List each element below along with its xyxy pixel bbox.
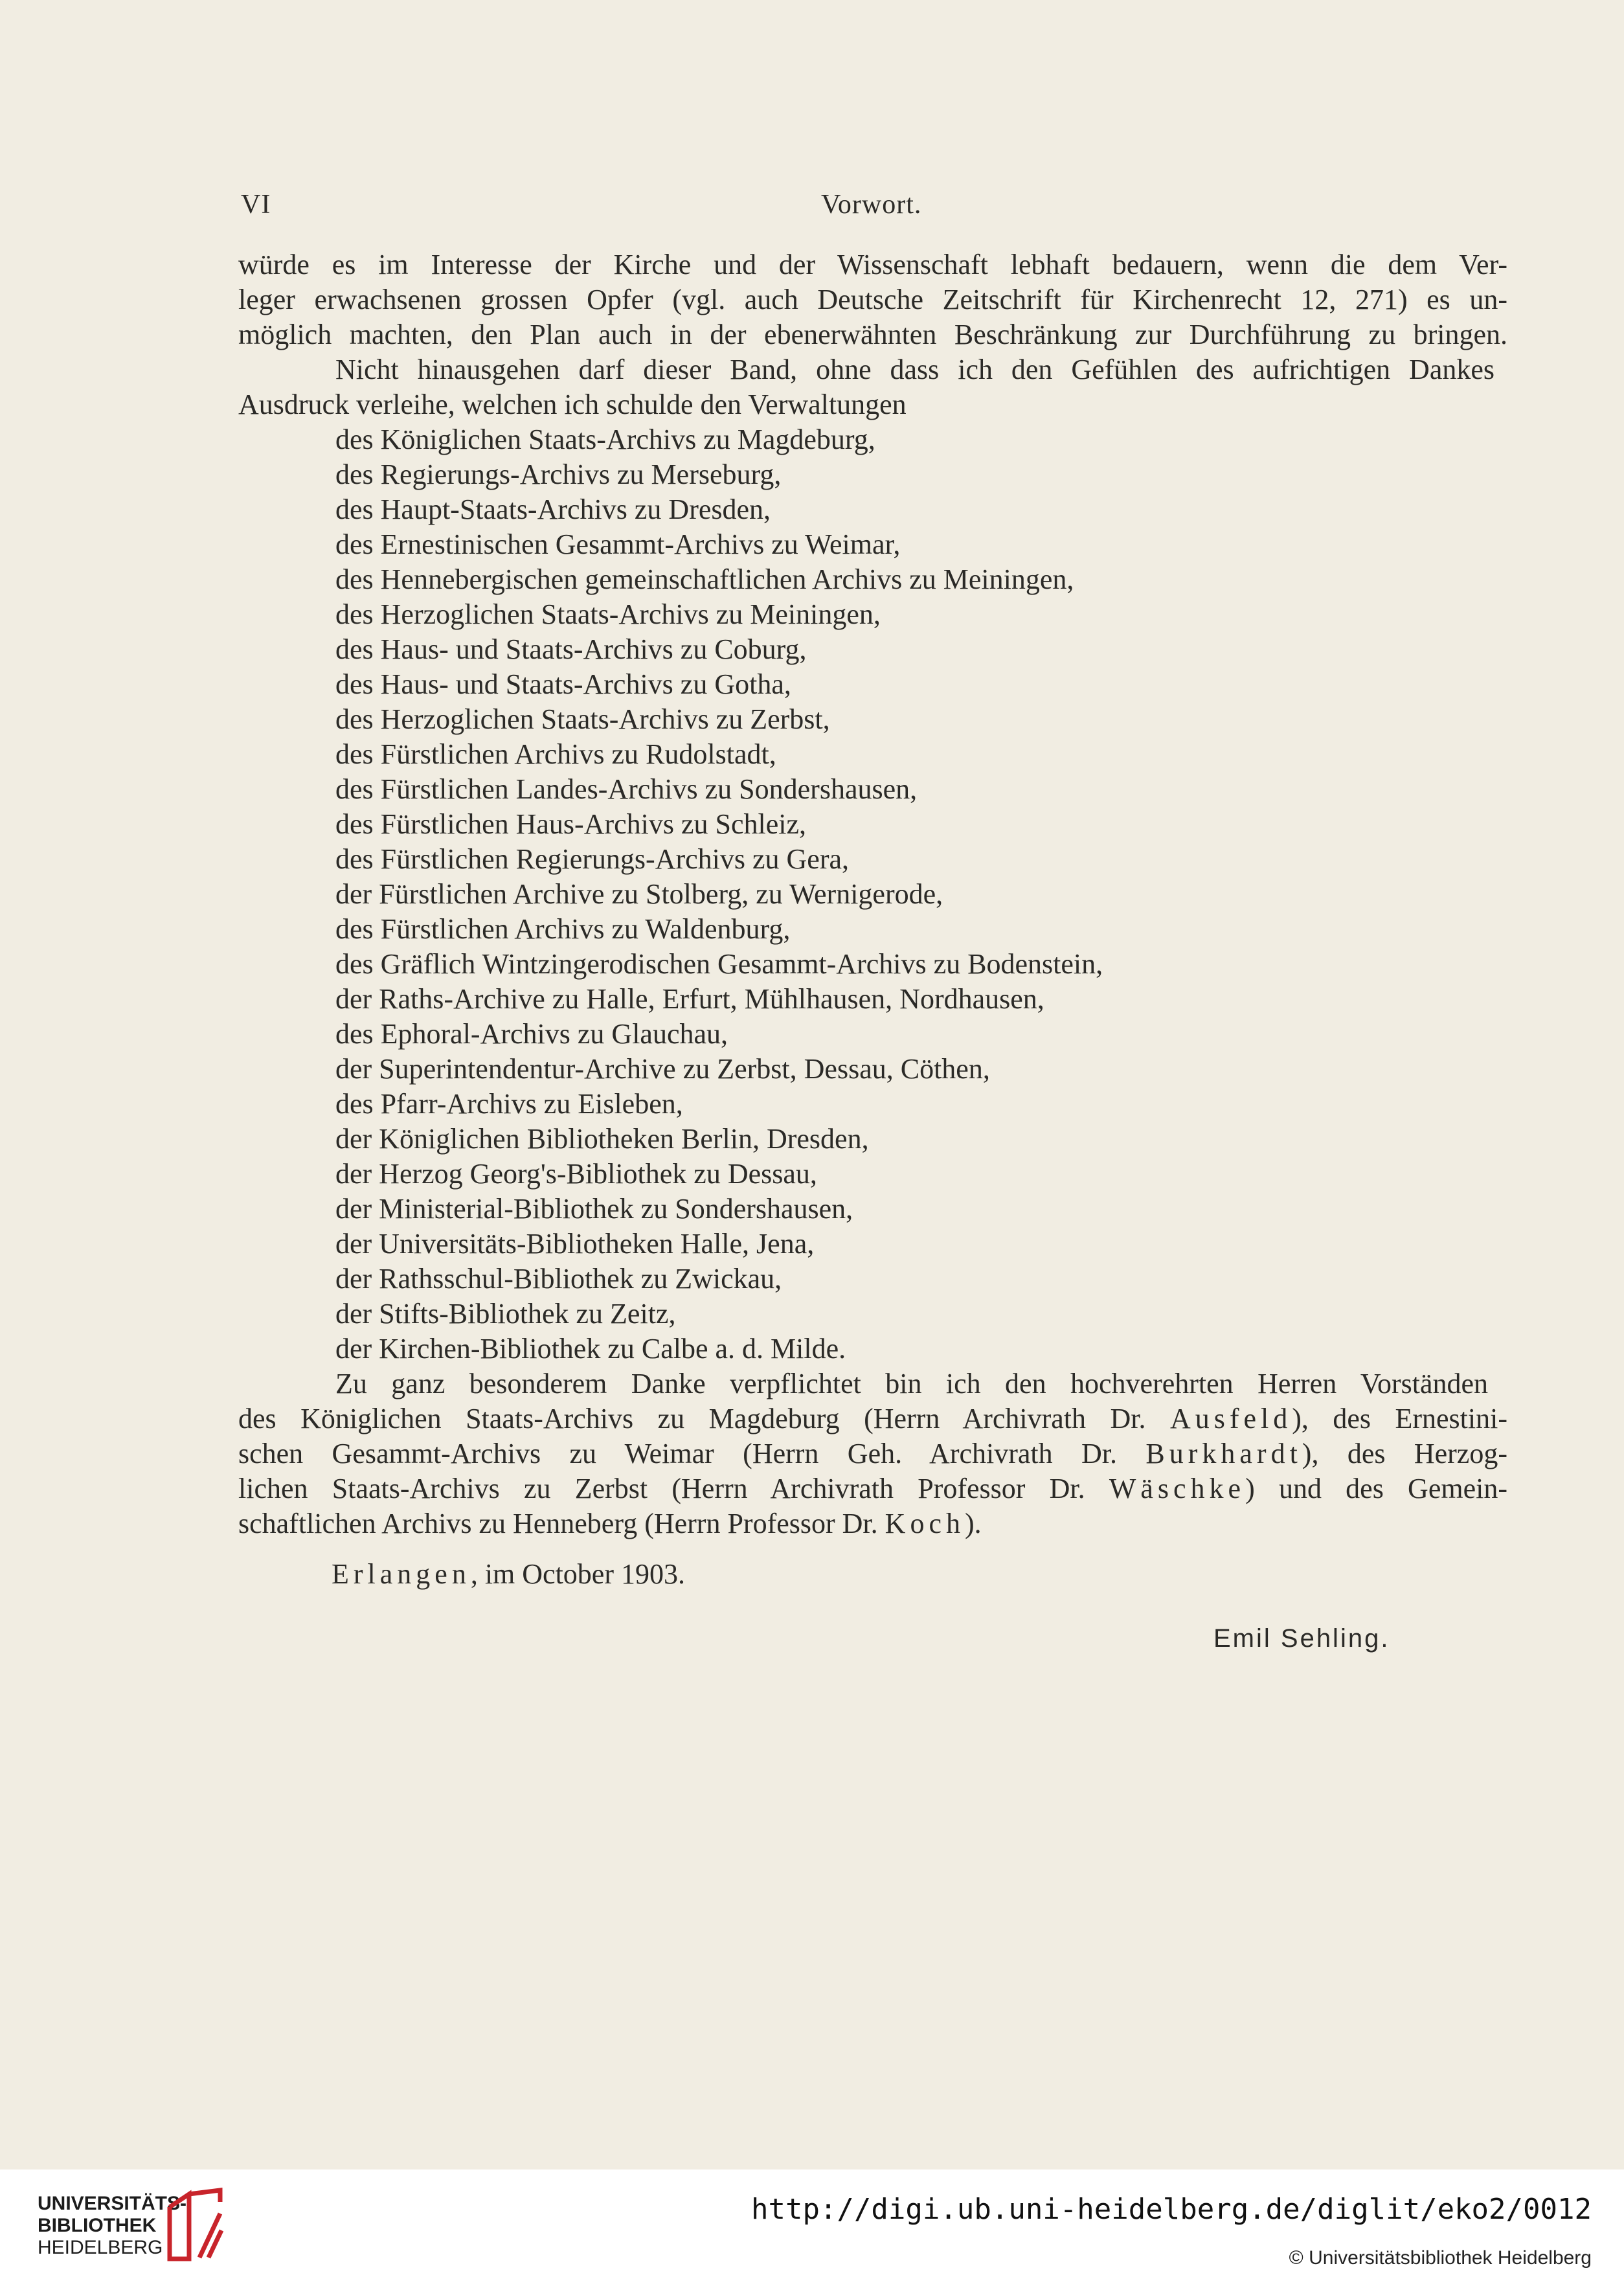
text-span: ). xyxy=(964,1508,982,1539)
list-item: der Herzog Georg's-Bibliothek zu Dessau, xyxy=(335,1158,817,1190)
list-item: der Raths-Archive zu Halle, Erfurt, Mühlhausen, Nordhausen, xyxy=(335,983,1044,1015)
list-item: des Fürstlichen Regierungs-Archivs zu Gera, xyxy=(335,843,850,875)
text-span: ), des Herzog- xyxy=(1302,1438,1507,1469)
list-item: des Pfarr-Archivs zu Eisleben, xyxy=(335,1088,683,1120)
list-item: der Königlichen Bibliotheken Berlin, Dresden, xyxy=(335,1123,869,1155)
library-name-line: BIBLIOTHEK xyxy=(38,2215,157,2236)
permalink-url[interactable]: http://digi.ub.uni-heidelberg.de/diglit/eko2/0012 xyxy=(750,2193,1592,2226)
list-item: der Rathsschul-Bibliothek zu Zwickau, xyxy=(335,1263,782,1295)
list-item: des Haupt-Staats-Archivs zu Dresden, xyxy=(335,493,771,525)
library-name-line: HEIDELBERG xyxy=(38,2237,163,2258)
text-line xyxy=(238,1436,1507,1471)
text-span: ), des Ernestini- xyxy=(1292,1403,1507,1434)
spaced-name: Wäschke xyxy=(1109,1473,1246,1504)
list-item: des Hennebergischen gemeinschaftlichen Archivs zu Meiningen, xyxy=(335,563,1074,595)
list-item: des Ephoral-Archivs zu Glauchau, xyxy=(335,1018,728,1050)
place-date-line xyxy=(332,1557,685,1591)
text-line: möglich machten, den Plan auch in der ebenerwähnten Beschränkung zur Durchführung zu bringen. xyxy=(238,319,1507,350)
list-item: der Fürstlichen Archive zu Stolberg, zu Wernigerode, xyxy=(335,878,943,910)
list-item: des Fürstlichen Archivs zu Waldenburg, xyxy=(335,913,791,945)
list-item: der Ministerial-Bibliothek zu Sondershausen, xyxy=(335,1193,853,1225)
date-text: , im October 1903. xyxy=(470,1558,685,1590)
list-item: des Haus- und Staats-Archivs zu Coburg, xyxy=(335,633,807,665)
text-line: würde es im Interesse der Kirche und der Wissenschaft lebhaft bedauern, wenn die dem Ver- xyxy=(238,249,1507,280)
list-item: des Ernestinischen Gesammt-Archivs zu Weimar, xyxy=(335,528,901,560)
text-line xyxy=(238,1471,1507,1506)
text-span: lichen Staats-Archivs zu Zerbst (Herrn Archivrath Professor Dr. xyxy=(238,1473,1109,1504)
footer-bar xyxy=(0,2169,1624,2288)
list-item: der Universitäts-Bibliotheken Halle, Jena, xyxy=(335,1228,815,1260)
copyright-notice: © Universitätsbibliothek Heidelberg xyxy=(1289,2247,1592,2269)
spaced-name: Burkhardt xyxy=(1145,1438,1302,1469)
list-item: des Fürstlichen Landes-Archivs zu Sondershausen, xyxy=(335,773,918,805)
spaced-name: Koch xyxy=(885,1508,965,1539)
text-line: Zu ganz besonderem Danke verpflichtet bin ich den hochverehrten Herren Vorständen xyxy=(335,1368,1488,1399)
library-name-line: UNIVERSITÄTS- xyxy=(38,2193,187,2214)
place-name: Erlangen xyxy=(332,1558,471,1590)
list-item: des Herzoglichen Staats-Archivs zu Zerbst, xyxy=(335,703,830,735)
text-line xyxy=(238,1401,1507,1436)
author-signature: Emil Sehling. xyxy=(1213,1624,1390,1653)
text-line: leger erwachsenen grossen Opfer (vgl. auch Deutsche Zeitschrift für Kirchenrecht 12, 271) es un- xyxy=(238,284,1507,315)
text-span: des Königlichen Staats-Archivs zu Magdeburg (Herrn Archivrath Dr. xyxy=(238,1403,1170,1434)
text-span: schen Gesammt-Archivs zu Weimar (Herrn Geh. Archivrath Dr. xyxy=(238,1438,1146,1469)
text-span: ) und des Gemein- xyxy=(1245,1473,1507,1504)
list-item: des Königlichen Staats-Archivs zu Magdeburg, xyxy=(335,424,875,455)
library-logo-icon xyxy=(163,2188,225,2265)
text-line: Nicht hinausgehen darf dieser Band, ohne dass ich den Gefühlen des aufrichtigen Dankes xyxy=(335,354,1494,385)
list-item: des Regierungs-Archivs zu Merseburg, xyxy=(335,459,782,490)
running-title: Vorwort. xyxy=(821,190,922,220)
spaced-name: Ausfeld xyxy=(1169,1403,1292,1434)
list-item: des Fürstlichen Archivs zu Rudolstadt, xyxy=(335,738,776,770)
list-item: des Haus- und Staats-Archivs zu Gotha, xyxy=(335,668,791,700)
text-line xyxy=(238,1506,982,1541)
page-number: VI xyxy=(241,190,271,220)
list-item: des Herzoglichen Staats-Archivs zu Meiningen, xyxy=(335,598,881,630)
list-item: des Fürstlichen Haus-Archivs zu Schleiz, xyxy=(335,808,807,840)
list-item: der Stifts-Bibliothek zu Zeitz, xyxy=(335,1298,676,1330)
text-line: Ausdruck verleihe, welchen ich schulde den Verwaltungen xyxy=(238,389,907,420)
text-span: schaftlichen Archivs zu Henneberg (Herrn Professor Dr. xyxy=(238,1508,885,1539)
list-item: der Kirchen-Bibliothek zu Calbe a. d. Milde. xyxy=(335,1333,846,1365)
list-item: des Gräflich Wintzingerodischen Gesammt-Archivs zu Bodenstein, xyxy=(335,948,1103,980)
list-item: der Superintendentur-Archive zu Zerbst, Dessau, Cöthen, xyxy=(335,1053,990,1085)
